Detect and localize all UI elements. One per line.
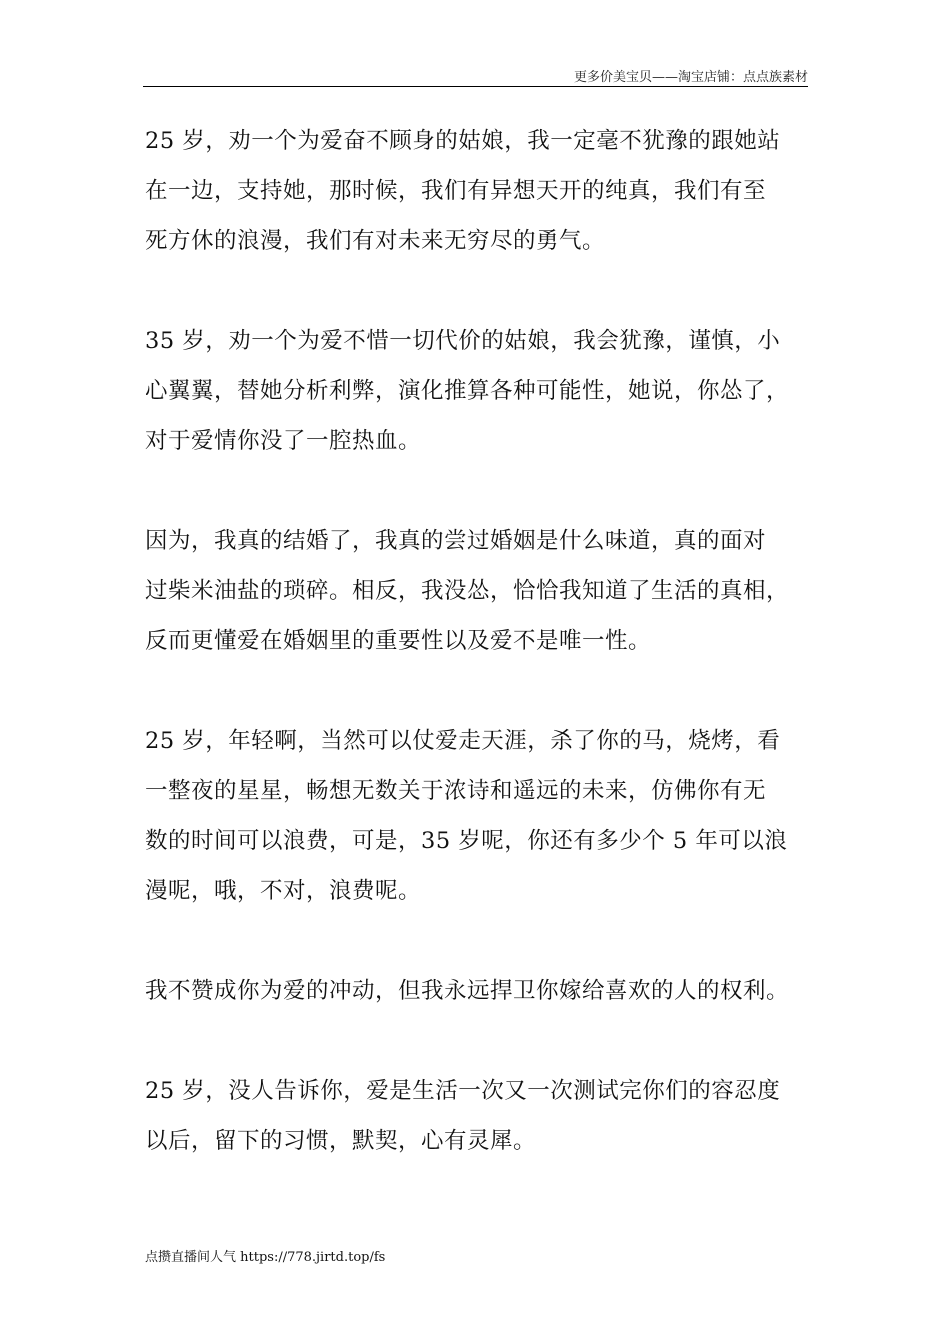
- paragraph-line: 过柴米油盐的琐碎。相反，我没怂，恰恰我知道了生活的真相，: [145, 578, 790, 604]
- paragraph-3: [145, 516, 817, 666]
- paragraph-4: [145, 716, 817, 916]
- paragraph-line: 25 岁，年轻啊，当然可以仗爱走天涯，杀了你的马，烧烤，看: [145, 728, 781, 754]
- paragraph-line: 反而更懂爱在婚姻里的重要性以及爱不是唯一性。: [145, 628, 652, 654]
- paragraph-line: 心翼翼，替她分析利弊，演化推算各种可能性，她说，你怂了，: [145, 378, 790, 404]
- paragraph-1: [145, 116, 817, 266]
- footer-text: 点攒直播间人气 https://778.jirtd.top/fs: [145, 1250, 386, 1265]
- paragraph-2: [145, 316, 817, 466]
- paragraph-6: [145, 1066, 817, 1166]
- paragraph-line: 漫呢，哦，不对，浪费呢。: [145, 878, 422, 904]
- paragraph-line: 数的时间可以浪费，可是，35 岁呢，你还有多少个 5 年可以浪: [145, 828, 788, 854]
- paragraph-line: 在一边，支持她，那时候，我们有异想天开的纯真，我们有至: [145, 178, 767, 204]
- paragraph-line: 因为，我真的结婚了，我真的尝过婚姻是什么味道，真的面对: [145, 528, 767, 554]
- paragraph-line: 我不赞成你为爱的冲动，但我永远捍卫你嫁给喜欢的人的权利。: [145, 978, 790, 1004]
- paragraph-5: [145, 966, 817, 1016]
- paragraph-line: 35 岁，劝一个为爱不惜一切代价的姑娘，我会犹豫，谨慎，小: [145, 328, 781, 354]
- paragraph-line: 25 岁，劝一个为爱奋不顾身的姑娘，我一定毫不犹豫的跟她站: [145, 128, 781, 154]
- paragraph-line: 以后，留下的习惯，默契，心有灵犀。: [145, 1128, 537, 1154]
- header-text: 更多价美宝贝——淘宝店铺：点点族素材: [573, 70, 808, 85]
- paragraph-line: 25 岁，没人告诉你，爱是生活一次又一次测试完你们的容忍度: [145, 1078, 781, 1104]
- paragraph-line: 对于爱情你没了一腔热血。: [145, 428, 422, 454]
- header-rule: [143, 86, 808, 87]
- paragraph-line: 死方休的浪漫，我们有对未来无穷尽的勇气。: [145, 228, 606, 254]
- paragraph-line: 一整夜的星星，畅想无数关于浓诗和遥远的未来，仿佛你有无: [145, 778, 767, 804]
